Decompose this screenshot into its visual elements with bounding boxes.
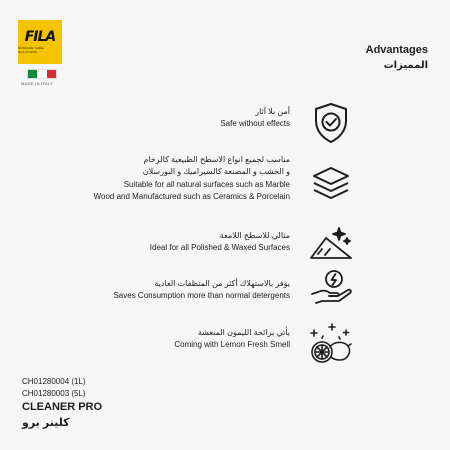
advantage-texts: [94, 154, 290, 204]
product-code-1l: CH01280004 (1L): [22, 377, 86, 386]
italy-flag-icon: [27, 69, 57, 79]
advantage-en: Suitable for all natural surfaces such as Marble: [123, 179, 290, 189]
advantage-ar: يأتي برائحة الليمون المنعشة: [197, 328, 290, 337]
advantage-texts: [113, 278, 290, 303]
advantage-en-line2: Wood and Manufactured such as Ceramics & Porcelain: [93, 192, 290, 202]
advantage-row-safe: [0, 98, 450, 158]
fila-logo-box: [18, 20, 62, 64]
advantage-en: Ideal for all Polished & Waxed Surfaces: [149, 243, 290, 253]
hand-energy-icon: [308, 264, 354, 310]
advantage-row-lemon: [0, 318, 450, 378]
advantages-title-en: Advantages: [365, 44, 428, 56]
advantage-en: Coming with Lemon Fresh Smell: [174, 340, 290, 350]
made-in-label: MADE IN ITALY: [21, 81, 54, 86]
advantage-en: Safe without effects: [220, 119, 290, 129]
advantage-ar: مناسب لجميع انواع الاسطح الطبيعية كالرخام: [143, 155, 290, 164]
advantage-ar: يوفر بالاستهلاك أكثر من المنظفات العادية: [154, 279, 290, 288]
product-info: [22, 376, 102, 432]
advantage-texts: [220, 106, 290, 131]
advantage-en: Saves Consumption more than normal detergents: [113, 291, 290, 301]
advantage-row-surfaces: [0, 155, 450, 218]
product-code-5l: CH01280003 (5L): [22, 388, 86, 398]
brand-logo: [18, 20, 64, 86]
product-name-en: CLEANER PRO: [22, 401, 103, 414]
layers-icon: [308, 162, 354, 208]
advantage-texts: [150, 230, 290, 255]
product-name-ar: كلينر برو: [22, 417, 70, 430]
logo-subtext: SURFACE CARE SOLUTIONS: [18, 46, 44, 54]
advantages-header: [366, 44, 428, 71]
logo-text: FILA: [24, 29, 56, 45]
advantage-ar: أمن بلا آثار: [255, 107, 290, 116]
advantage-ar-line2: و الخشب و المصنعة كالسيراميك و البورسلان: [142, 167, 290, 177]
advantages-title-ar: المميزات: [383, 60, 428, 71]
advantage-ar: مثالي للاسطح اللامعة: [219, 231, 290, 240]
advantage-texts: [174, 327, 290, 352]
lemon-sparkle-icon: [308, 320, 354, 366]
shield-check-icon: [308, 100, 354, 146]
